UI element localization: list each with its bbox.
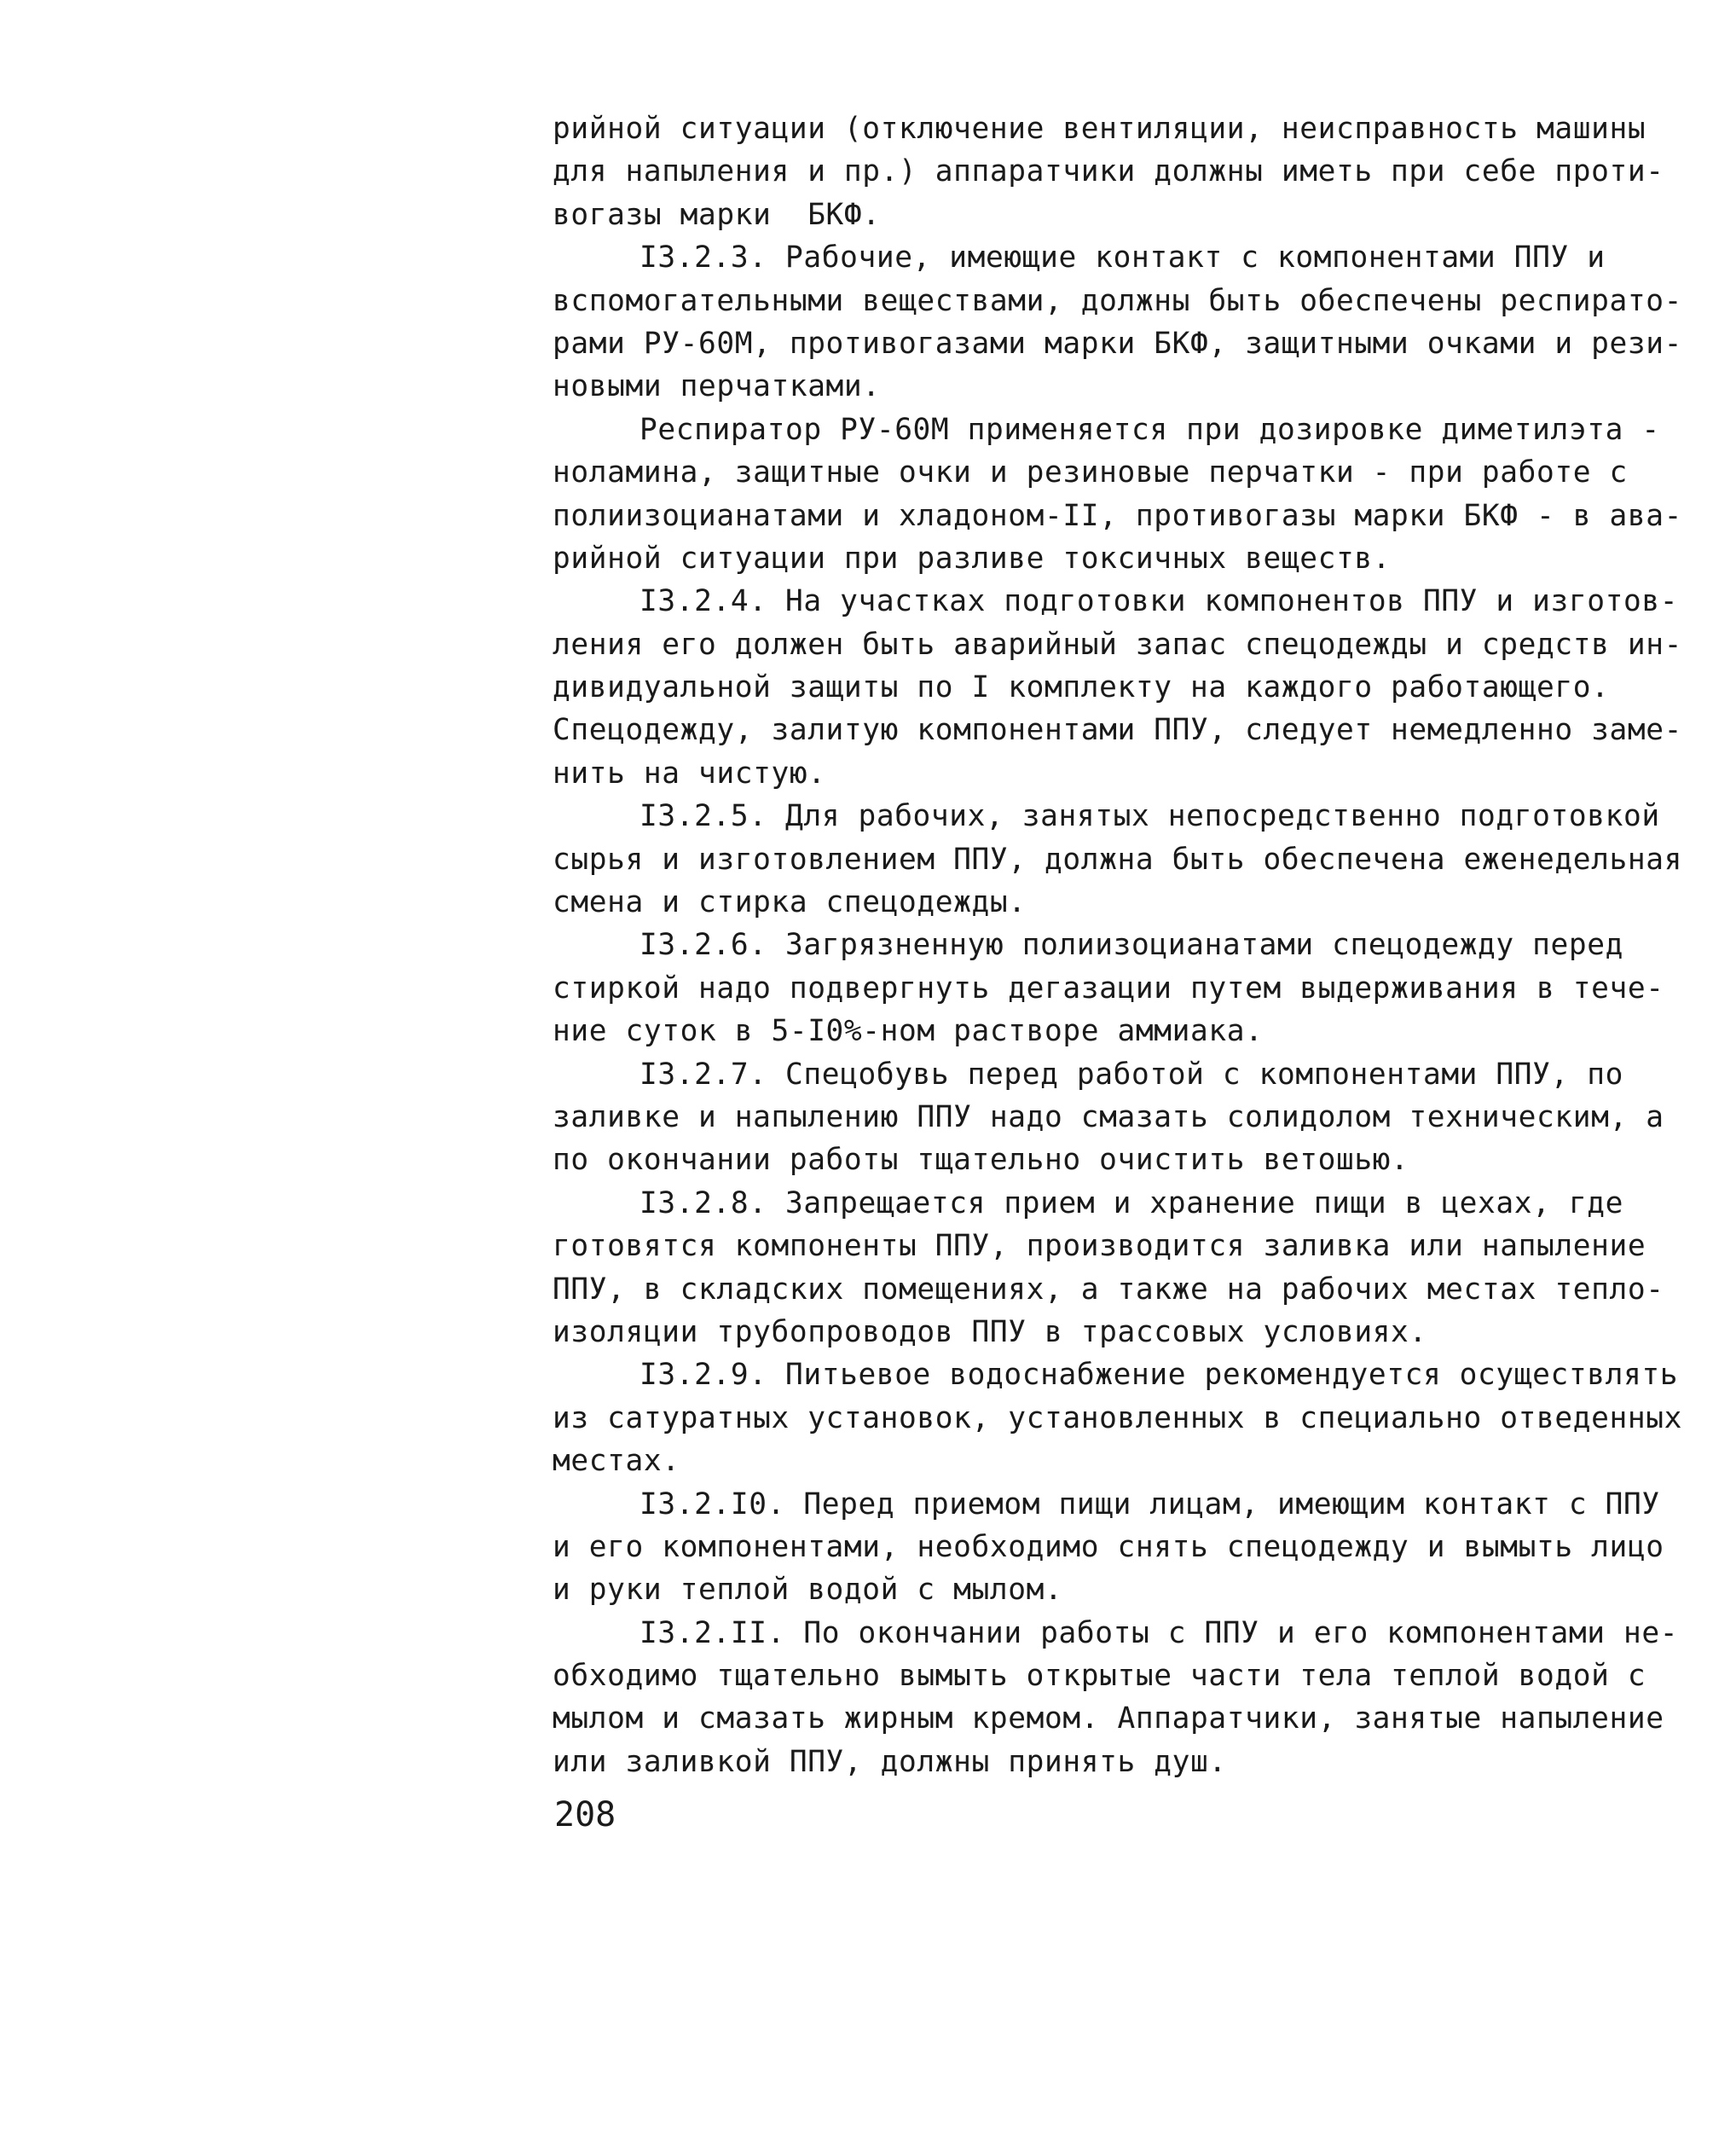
text-line: стиркой надо подвергнуть дегазации путем выдерживания в тече- xyxy=(553,971,1664,1006)
paragraph-13-2-7-start: I3.2.7. Спецобувь перед работой с компонентами ППУ, по xyxy=(639,1057,1624,1092)
text-line: вогазы марки БКФ. xyxy=(553,197,881,232)
text-line: новыми перчатками. xyxy=(553,369,881,404)
text-line: рами РУ-60М, противогазами марки БКФ, защитными очками и рези- xyxy=(553,326,1682,361)
text-line: изоляции трубопроводов ППУ в трассовых условиях. xyxy=(553,1314,1427,1349)
text-line: Спецодежду, залитую компонентами ППУ, следует немедленно заме- xyxy=(553,713,1682,748)
text-line: рийной ситуации (отключение вентиляции, неисправность машины xyxy=(553,112,1646,146)
text-line: готовятся компоненты ППУ, производится заливка или напыление xyxy=(553,1229,1646,1264)
text-line: по окончании работы тщательно очистить ветошью. xyxy=(553,1143,1409,1178)
text-line: рийной ситуации при разливе токсичных веществ. xyxy=(553,541,1392,576)
text-line: ноламина, защитные очки и резиновые перчатки - при работе с xyxy=(553,455,1628,490)
text-line: ППУ, в складских помещениях, а также на рабочих местах тепло- xyxy=(553,1272,1664,1307)
text-line: сырья и изготовлением ППУ, должна быть обеспечена еженедельная xyxy=(553,842,1682,877)
text-line: полиизоцианатами и хладоном-II, противогазы марки БКФ - в ава- xyxy=(553,498,1682,533)
page-number: 208 xyxy=(554,1795,616,1834)
body-text xyxy=(553,107,1682,1783)
text-line: и его компонентами, необходимо снять спецодежду и вымыть лицо xyxy=(553,1529,1664,1564)
text-line: для напыления и пр.) аппаратчики должны иметь при себе проти- xyxy=(553,154,1664,189)
text-line: мылом и смазать жирным кремом. Аппаратчики, занятые напыление xyxy=(553,1701,1664,1736)
text-line: смена и стирка спецодежды. xyxy=(553,885,1027,920)
paragraph-13-2-10-start: I3.2.I0. Перед приемом пищи лицам, имеющим контакт с ППУ xyxy=(639,1487,1660,1521)
paragraph-13-2-3-start: I3.2.3. Рабочие, имеющие контакт с компонентами ППУ и xyxy=(639,241,1606,275)
text-line: местах. xyxy=(553,1444,680,1479)
text-line: нить на чистую. xyxy=(553,756,826,791)
text-line: ления его должен быть аварийный запас спецодежды и средств ин- xyxy=(553,627,1682,662)
text-line: вспомогательными веществами, должны быть обеспечены респирато- xyxy=(553,283,1682,318)
text-line: заливке и напылению ППУ надо смазать солидолом техническим, а xyxy=(553,1099,1664,1134)
paragraph-13-2-5-start: I3.2.5. Для рабочих, занятых непосредственно подготовкой xyxy=(639,799,1660,834)
text-line: из сатуратных установок, установленных в специально отведенных xyxy=(553,1400,1682,1435)
text-line: и руки теплой водой с мылом. xyxy=(553,1573,1063,1608)
paragraph-13-2-8-start: I3.2.8. Запрещается прием и хранение пищи в цехах, где xyxy=(639,1185,1624,1220)
paragraph-13-2-4-start: I3.2.4. На участках подготовки компонентов ППУ и изготов- xyxy=(639,584,1679,619)
paragraph-13-2-6-start: I3.2.6. Загрязненную полиизоцианатами спецодежду перед xyxy=(639,928,1624,963)
text-line: обходимо тщательно вымыть открытые части тела теплой водой с xyxy=(553,1659,1646,1694)
text-line: ние суток в 5-I0%-ном растворе аммиака. xyxy=(553,1014,1264,1049)
text-line: или заливкой ППУ, должны принять душ. xyxy=(553,1744,1227,1779)
paragraph-respirator-start: Респиратор РУ-60М применяется при дозировке диметилэта - xyxy=(639,412,1660,447)
paragraph-13-2-9-start: I3.2.9. Питьевое водоснабжение рекомендуется осуществлять xyxy=(639,1358,1679,1393)
text-line: дивидуальной защиты по I комплекту на каждого работающего. xyxy=(553,670,1610,705)
paragraph-13-2-11-start: I3.2.II. По окончании работы с ППУ и его компонентами не- xyxy=(639,1615,1679,1650)
